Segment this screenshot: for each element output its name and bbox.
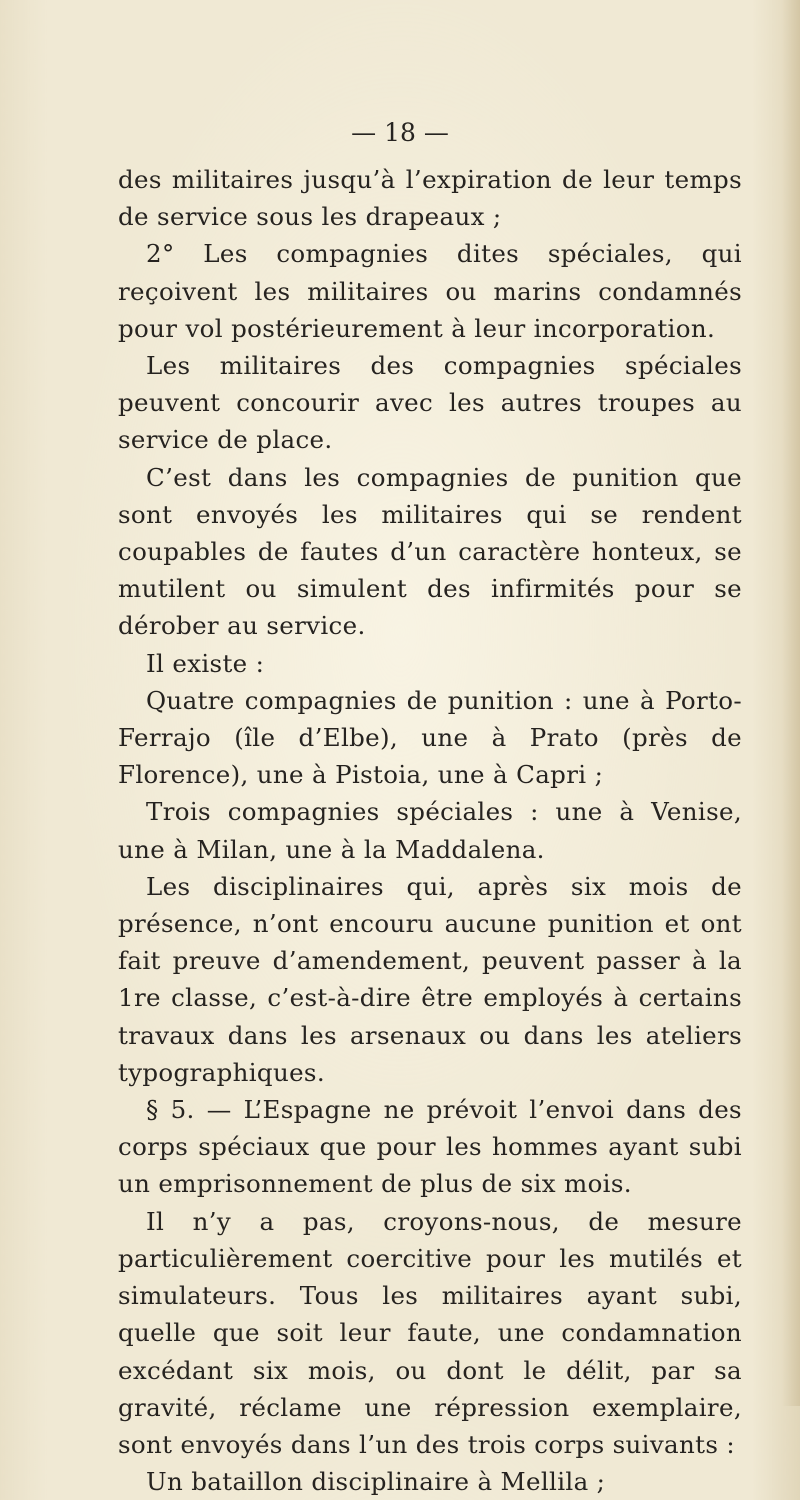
paragraph: § 5. — L’Espagne ne prévoit l’envoi dans des corps spéciaux que pour les hommes ayant subi un emprisonnement de plus de six mois.: [118, 1095, 742, 1199]
paragraph: Il n’y a pas, croyons-nous, de mesure particulièrement coercitive pour les mutilés et simulateurs. Tous les militaires ayant subi, quelle que soit leur faute, une condamnation excédant six mois, ou dont le délit, par sa gravité, réclame une répression exemplaire, sont envoyés dans l’un des trois corps suivants :: [118, 1206, 742, 1459]
paragraph: C’est dans les compagnies de punition que sont envoyés les militaires qui se rendent coupables de fautes d’un caractère honteux, se mutilent ou simulent des infirmités pour se dérober au service.: [118, 462, 742, 641]
paragraph: 2° Les compagnies dites spéciales, qui reçoivent les militaires ou marins condamnés pour vol postérieurement à leur incorporation.: [118, 239, 742, 343]
paragraph: Trois compagnies spéciales : une à Venise, une à Milan, une à la Maddalena.: [118, 797, 742, 864]
body-text: [118, 161, 742, 1500]
paragraph: Les militaires des compagnies spéciales peuvent concourir avec les autres troupes au service de place.: [118, 351, 742, 455]
paragraph: Un bataillon disciplinaire à Mellila ;: [146, 1467, 606, 1497]
paragraph: des militaires jusqu’à l’expiration de leur temps de service sous les drapeaux ;: [118, 165, 742, 232]
page-number: — 18 —: [351, 118, 449, 147]
page-edge-shadow: [782, 0, 800, 1406]
paragraph: Il existe :: [146, 648, 265, 678]
paragraph: Les disciplinaires qui, après six mois de présence, n’ont encouru aucune punition et ont fait preuve d’amendement, peuvent passer à la 1re classe, c’est-à-dire être employés à certains travaux dans les arsenaux ou dans les ateliers typographiques.: [118, 871, 742, 1087]
paragraph: Quatre compagnies de punition : une à Porto-Ferrajo (île d’Elbe), une à Prato (près de Florence), une à Pistoia, une à Capri ;: [118, 685, 742, 790]
